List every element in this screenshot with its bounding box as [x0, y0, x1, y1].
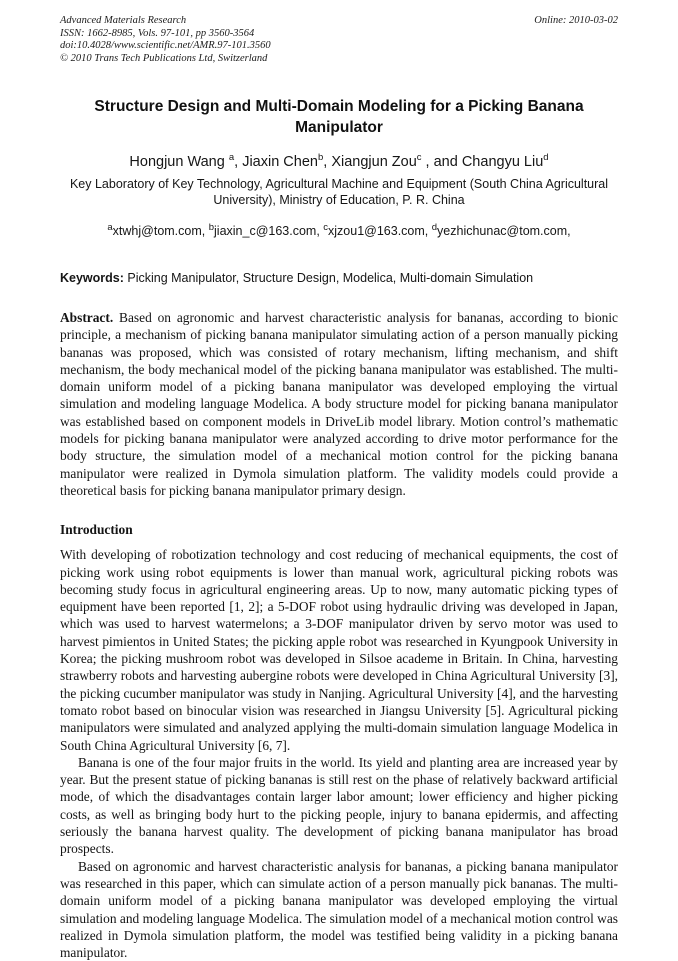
online-date: Online: 2010-03-02 [534, 15, 618, 26]
keywords-label: Keywords: [60, 271, 124, 285]
paper-title: Structure Design and Multi-Domain Modeling for a Picking Banana Manipulator [94, 98, 584, 136]
email-superscript: b [208, 221, 215, 233]
doi-line: doi:10.4028/www.scientific.net/AMR.97-101.3560 [60, 40, 271, 51]
intro-paragraph: With developing of robotization technology and cost reducing of mechanical equipments, the cost of picking work using robot equipments is lower than manual work, agricultural picking robots was becoming study focus in agricultural engineering areas. Up to now, many automatic picking types of equipment have been reported [1, 2]; a 5-DOF robot using hydraulic driving was developed in Japan, which was used to harvest watermelons; a 3-DOF manipulator driven by servo motor was used to harvest pimientos in United States; the picking apple robot was researched in Kyungpook University in Korea; the picking mushroom robot was developed in Silsoe academe in Britain. In China, harvesting strawberry robots and harvesting aubergine robots were developed in China Agricultural University [3], the picking cucumber manipulator was study in Nanjing. Agricultural University [4], and the harvesting tomato robot based on binocular vision was researched in Jiangsu University [5]. Agricultural picking manipulators were simulated and analyzed applying the multi-domain simulation language Modelica in South China Agricultural University [6, 7]. [60, 547, 618, 753]
page-header [60, 15, 618, 65]
emails-line [60, 223, 618, 239]
journal-info-block [60, 15, 271, 65]
email-superscript: c [323, 221, 329, 233]
keywords-line [60, 270, 618, 286]
intro-paragraph: Based on agronomic and harvest characteristic analysis for bananas, a picking banana manipulator was researched in this paper, which can simulate action of a person manually pick bananas. The multi-domain uniform model of a picking banana manipulator was developed employing the virtual simulation and modeling language Modelica. The simulation model of a mechanical motion control was realized in Dymola simulation platform, the model was testified being validity in a picking banana manipulator. [60, 858, 618, 961]
journal-name: Advanced Materials Research [60, 15, 187, 26]
keywords-text: Picking Manipulator, Structure Design, Modelica, Multi-domain Simulation [123, 271, 534, 285]
author-name: , Xiangjun Zou [323, 154, 417, 170]
authors-line [60, 153, 618, 171]
affiliation: Key Laboratory of Key Technology, Agricultural Machine and Equipment (South China Agricultural University), Ministry of Education, P. R. China [69, 177, 609, 207]
email-superscript: d [431, 221, 438, 233]
author-superscript: a [228, 152, 235, 164]
author-superscript: b [317, 152, 324, 164]
issn-line: ISSN: 1662-8985, Vols. 97-101, pp 3560-3564 [60, 27, 255, 39]
email-address: yezhichunac@tom.com, [437, 224, 571, 238]
email-address: jiaxin_c@163.com, [214, 224, 324, 238]
section-heading-introduction: Introduction [60, 522, 133, 538]
abstract-text: Based on agronomic and harvest characteristic analysis for bananas, according to bionic principle, a mechanism of picking banana manipulator simulating action of a person manually picking bananas was proposed, which was consisted of rotary mechanism, lifting mechanism, and shift mechanism, the body mechanical model of the picking banana manipulator was established. The multi-domain uniform model of a picking banana manipulator was developed employing the virtual simulation and modeling language Modelica. A body structure model for picking banana manipulator was established based on component models in DriveLib model library. Motion control’s mathematic models for picking banana manipulator were analyzed according to drive motor performance for the body structure, the simulation model of a mechanical motion control for the picking banana manipulator were realized in Dymola simulation platform. The validity models could provide a theoretical basis for picking banana manipulator primary design. [60, 310, 618, 498]
abstract-paragraph [60, 309, 618, 499]
author-name: Hongjun Wang [129, 154, 229, 170]
author-name: , and Changyu Liu [421, 154, 544, 170]
author-superscript: d [543, 152, 549, 164]
email-address: xtwhj@tom.com, [112, 224, 209, 238]
email-superscript: a [107, 221, 113, 233]
copyright-line: © 2010 Trans Tech Publications Ltd, Switzerland [60, 52, 268, 64]
author-superscript: c [416, 152, 422, 164]
intro-paragraph: Banana is one of the four major fruits in the world. Its yield and planting area are increased year by year. But the present statue of picking bananas is still rest on the phase of relatively backward artificial mode, of which the disadvantages contain larger labor amount; lower efficiency and higher picking costs, as well as bringing body hurt to the picking people, injury to banana epidermis, and affecting seriously the banana harvest quality. The development of picking banana manipulator has broad prospects. [60, 754, 618, 857]
abstract-label: Abstract. [60, 310, 114, 325]
email-address: xjzou1@163.com, [328, 224, 432, 238]
author-name: , Jiaxin Chen [234, 154, 318, 170]
